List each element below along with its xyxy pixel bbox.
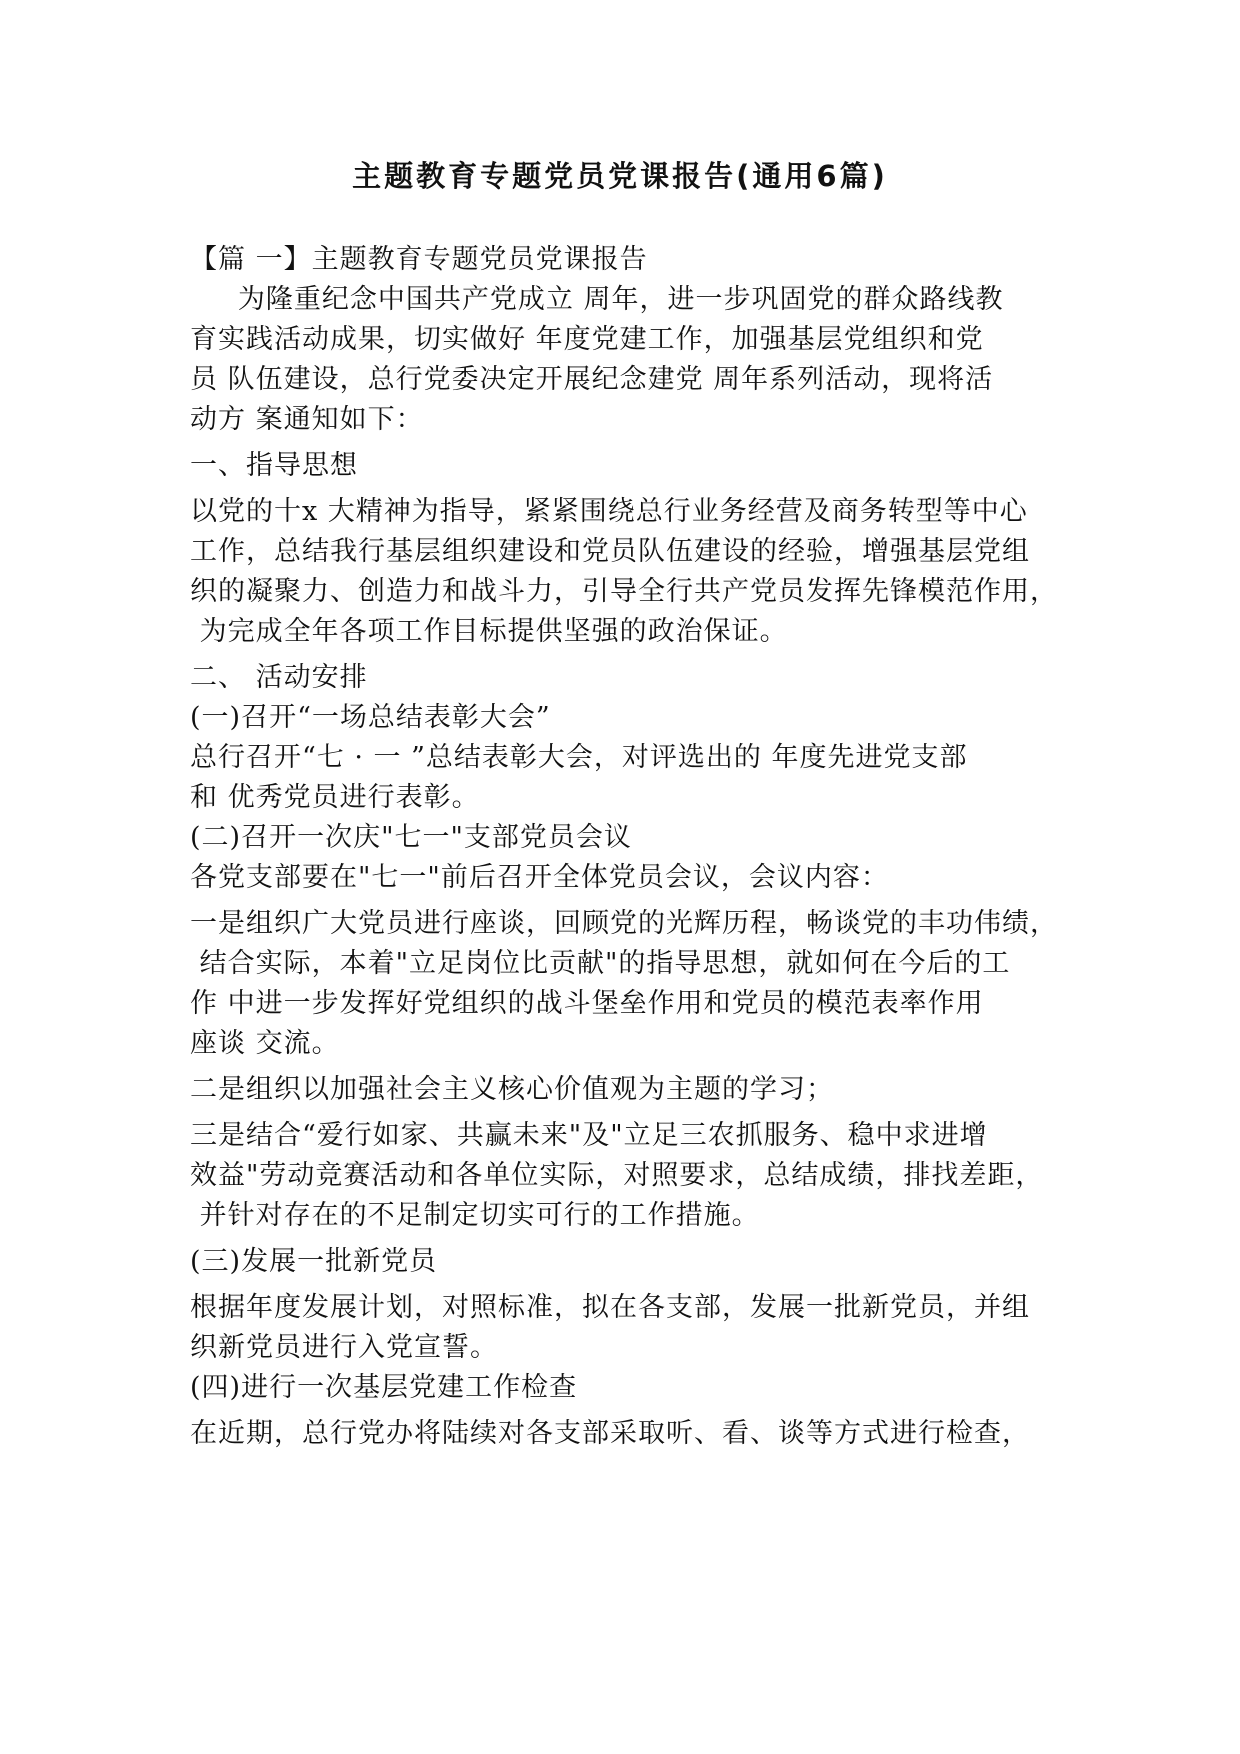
document-body <box>190 240 1070 1454</box>
paragraph-line: 为完成全年各项工作目标提供坚强的政治保证。 <box>190 616 788 647</box>
paragraph-line: 和 优秀党员进行表彰。 <box>190 782 480 813</box>
paragraph-line: 一是组织广大党员进行座谈，回顾党的光辉历程，畅谈党的丰功伟绩， <box>190 908 1058 939</box>
item-heading: (二)召开一次庆"七一"支部党员会议 <box>190 822 632 853</box>
paragraph-line: 在近期，总行党办将陆续对各支部采取听、看、谈等方式进行检查， <box>190 1418 1030 1449</box>
subsection-heading: 一、指导思想 <box>190 450 358 481</box>
document-title: 主题教育专题党员党课报告(通用6篇) <box>352 159 888 193</box>
paragraph-line: 作 中进一步发挥好党组织的战斗堡垒作用和党员的模范表率作用 <box>190 988 984 1019</box>
paragraph-line: 二是组织以加强社会主义核心价值观为主题的学习； <box>190 1074 834 1105</box>
paragraph-line: 各党支部要在"七一"前后召开全体党员会议，会议内容： <box>190 862 889 893</box>
item-heading: (四)进行一次基层党建工作检查 <box>190 1372 578 1403</box>
paragraph-line: 座谈 交流。 <box>190 1028 340 1059</box>
paragraph-line: 织新党员进行入党宣誓。 <box>190 1332 498 1363</box>
paragraph-line: 员 队伍建设，总行党委决定开展纪念建党 周年系列活动，现将活 <box>190 364 994 395</box>
paragraph-line: 三是结合“爱行如家、共赢未来"及"立足三农抓服务、稳中求进增 <box>190 1120 988 1151</box>
item-heading: (三)发展一批新党员 <box>190 1246 438 1277</box>
paragraph-line: 总行召开“七 · 一 ”总结表彰大会，对评选出的 年度先进党支部 <box>190 742 968 773</box>
paragraph-line: 并针对存在的不足制定切实可行的工作措施。 <box>190 1200 760 1231</box>
paragraph-line: 为隆重纪念中国共产党成立 周年，进一步巩固党的群众路线教 <box>190 284 1004 315</box>
subsection-heading: 二、 活动安排 <box>190 662 368 693</box>
paragraph-line: 以党的十x 大精神为指导，紧紧围绕总行业务经营及商务转型等中心 <box>190 496 1028 527</box>
paragraph-line: 结合实际，本着"立足岗位比贡献"的指导思想，就如何在今后的工 <box>190 948 1011 979</box>
paragraph-line: 动方 案通知如下： <box>190 404 424 435</box>
paragraph-line: 织的凝聚力、创造力和战斗力，引导全行共产党员发挥先锋模范作用， <box>190 576 1058 607</box>
section-heading: 【篇 一】主题教育专题党员党课报告 <box>190 244 648 275</box>
paragraph-line: 工作，总结我行基层组织建设和党员队伍建设的经验，增强基层党组 <box>190 536 1030 567</box>
paragraph-line: 效益"劳动竞赛活动和各单位实际，对照要求，总结成绩，排找差距， <box>190 1160 1044 1191</box>
item-heading: (一)召开“一场总结表彰大会” <box>190 702 551 733</box>
paragraph-line: 根据年度发展计划，对照标准，拟在各支部，发展一批新党员，并组 <box>190 1292 1030 1323</box>
paragraph-line: 育实践活动成果，切实做好 年度党建工作，加强基层党组织和党 <box>190 324 984 355</box>
